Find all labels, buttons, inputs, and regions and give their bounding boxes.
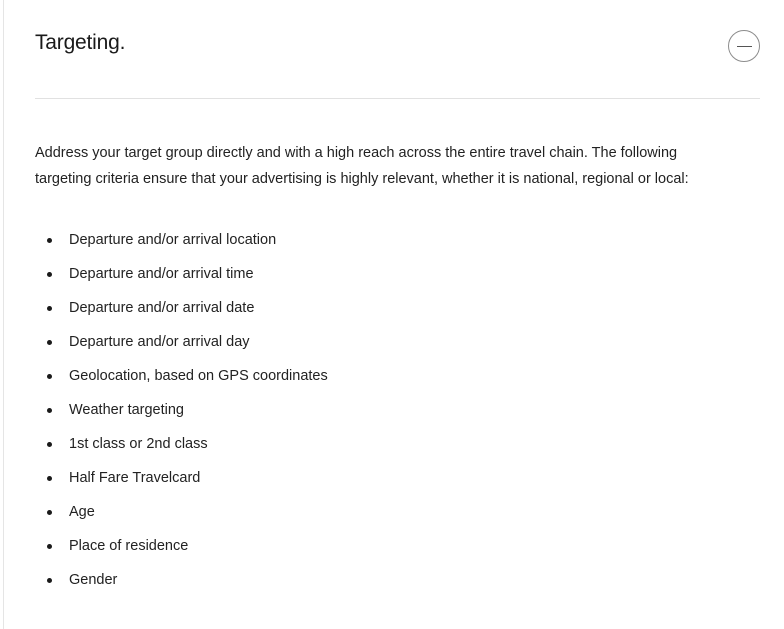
list-item-label: Place of residence xyxy=(69,538,189,554)
bullet-icon xyxy=(47,238,52,243)
left-divider xyxy=(3,0,4,629)
list-item-label: Departure and/or arrival time xyxy=(69,266,254,282)
targeting-criteria-list xyxy=(35,223,760,597)
list-item-label: Weather targeting xyxy=(69,402,184,418)
list-item xyxy=(35,427,760,461)
bullet-icon xyxy=(47,272,52,277)
minus-circle-icon xyxy=(737,46,752,47)
list-item-label: Age xyxy=(69,504,95,520)
section-title: Targeting. xyxy=(35,31,126,54)
accordion-body xyxy=(35,99,760,597)
list-item xyxy=(35,495,760,529)
list-item-label: Departure and/or arrival day xyxy=(69,334,250,350)
list-item xyxy=(35,291,760,325)
bullet-icon xyxy=(47,544,52,549)
bullet-icon xyxy=(47,510,52,515)
list-item-label: 1st class or 2nd class xyxy=(69,436,208,452)
bullet-icon xyxy=(47,340,52,345)
list-item xyxy=(35,257,760,291)
accordion-panel xyxy=(35,0,760,597)
list-item-label: Departure and/or arrival date xyxy=(69,300,255,316)
list-item-label: Geolocation, based on GPS coordinates xyxy=(69,368,328,384)
list-item xyxy=(35,563,760,597)
list-item xyxy=(35,325,760,359)
list-item xyxy=(35,359,760,393)
bullet-icon xyxy=(47,442,52,447)
bullet-icon xyxy=(47,476,52,481)
list-item xyxy=(35,223,760,257)
bullet-icon xyxy=(47,374,52,379)
bullet-icon xyxy=(47,408,52,413)
list-item xyxy=(35,529,760,563)
list-item-label: Half Fare Travelcard xyxy=(69,470,201,486)
list-item-label: Departure and/or arrival location xyxy=(69,232,277,248)
intro-paragraph: Address your target group directly and with a high reach across the entire travel chain. The following targeting criteria ensure that your advertising is highly relevant, whether it is national, regional or local: xyxy=(35,145,689,187)
accordion-header[interactable] xyxy=(35,0,760,99)
bullet-icon xyxy=(47,306,52,311)
list-item xyxy=(35,393,760,427)
collapse-button[interactable] xyxy=(728,30,760,62)
list-item xyxy=(35,461,760,495)
bullet-icon xyxy=(47,578,52,583)
list-item-label: Gender xyxy=(69,572,118,588)
